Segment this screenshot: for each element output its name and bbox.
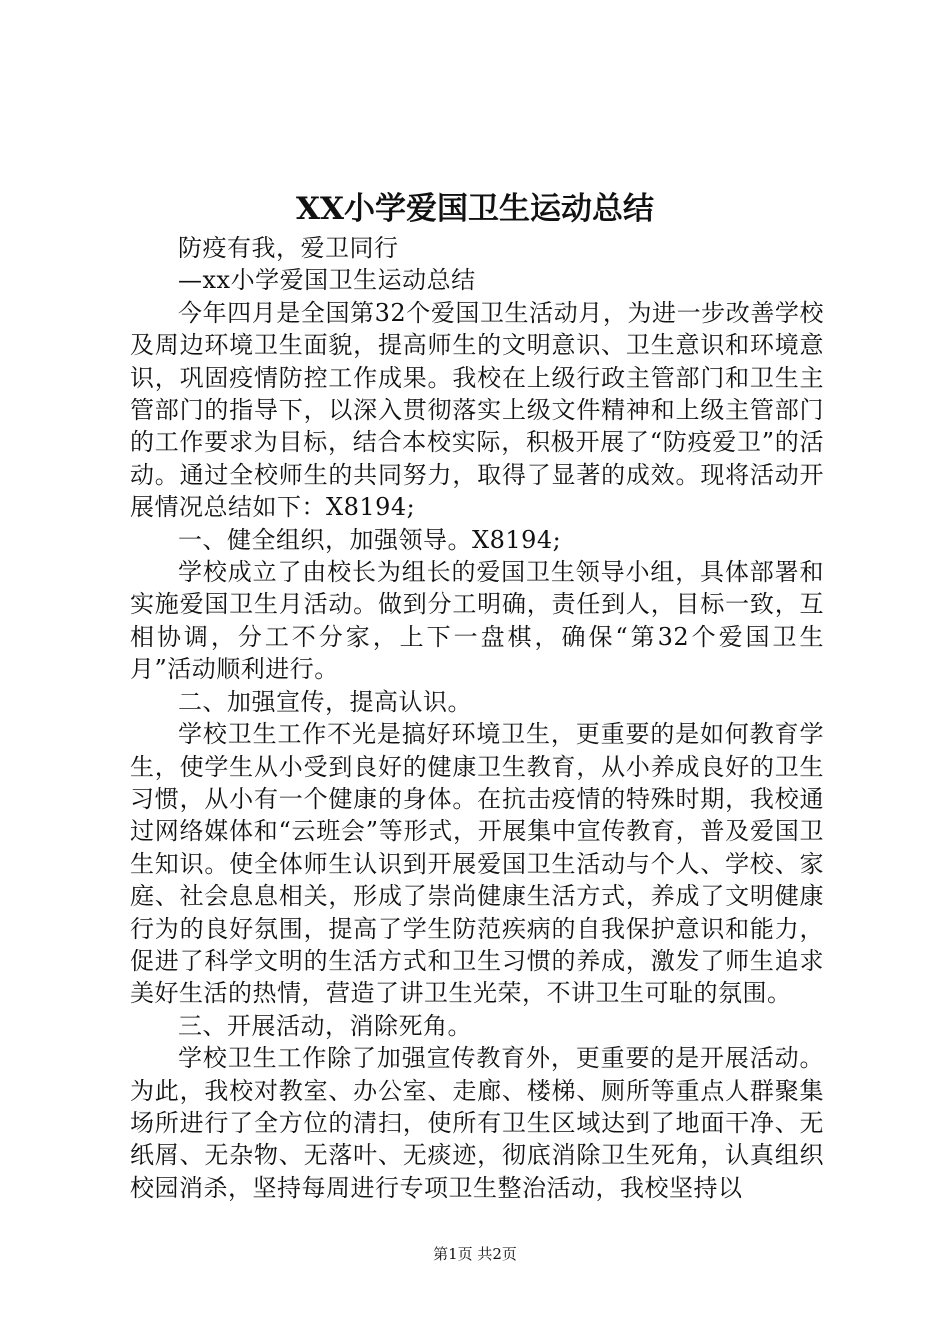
section-1-paragraph: 学校成立了由校长为组长的爱国卫生领导小组，具体部署和实施爱国卫生月活动。做到分工明确，责任到人，目标一致，互相协调，分工不分家，上下一盘棋，确保“第32个爱国卫生月”活动顺利进行。 [130,558,824,684]
section-3-paragraph: 学校卫生工作除了加强宣传教育外，更重要的是开展活动。为此，我校对教室、办公室、走廊、楼梯、厕所等重点人群聚集场所进行了全方位的清扫，使所有卫生区域达到了地面干净、无纸屑、无杂物、无落叶、无痰迹，彻底消除卫生死角，认真组织校园消杀，坚持每周进行专项卫生整治活动，我校坚持以 [130,1044,824,1202]
section-heading-1: 一、健全组织，加强领导。X8194; [178,525,562,554]
page-footer: 第1页 共2页 [433,1245,517,1263]
document-body [130,232,824,1204]
document-title: XX小学爱国卫生运动总结 [295,191,655,227]
section-heading-2: 二、加强宣传，提高认识。 [178,687,472,716]
intro-paragraph: 今年四月是全国第32个爱国卫生活动月，为进一步改善学校及周边环境卫生面貌，提高师生的文明意识、卫生意识和环境意识，巩固疫情防控工作成果。我校在上级行政主管部门和卫生主管部门的指导下，以深入贯彻落实上级文件精神和上级主管部门的工作要求为目标，结合本校实际，积极开展了“防疫爱卫”的活动。通过全校师生的共同努力，取得了显著的成效。现将活动开展情况总结如下：X8194; [130,298,824,522]
subtitle-heading: —xx小学爱国卫生运动总结 [178,266,476,295]
subtitle-slogan: 防疫有我，爱卫同行 [178,234,399,262]
section-2-paragraph: 学校卫生工作不光是搞好环境卫生，更重要的是如何教育学生，使学生从小受到良好的健康卫生教育，从小养成良好的卫生习惯，从小有一个健康的身体。在抗击疫情的特殊时期，我校通过网络媒体和“云班会”等形式，开展集中宣传教育，普及爱国卫生知识。使全体师生认识到开展爱国卫生活动与个人、学校、家庭、社会息息相关，形成了崇尚健康生活方式，养成了文明健康行为的良好氛围，提高了学生防范疾病的自我保护意识和能力，促进了科学文明的生活方式和卫生习惯的养成，激发了师生追求美好生活的热情，营造了讲卫生光荣，不讲卫生可耻的氛围。 [130,720,824,1008]
section-heading-3: 三、开展活动，消除死角。 [178,1011,472,1040]
